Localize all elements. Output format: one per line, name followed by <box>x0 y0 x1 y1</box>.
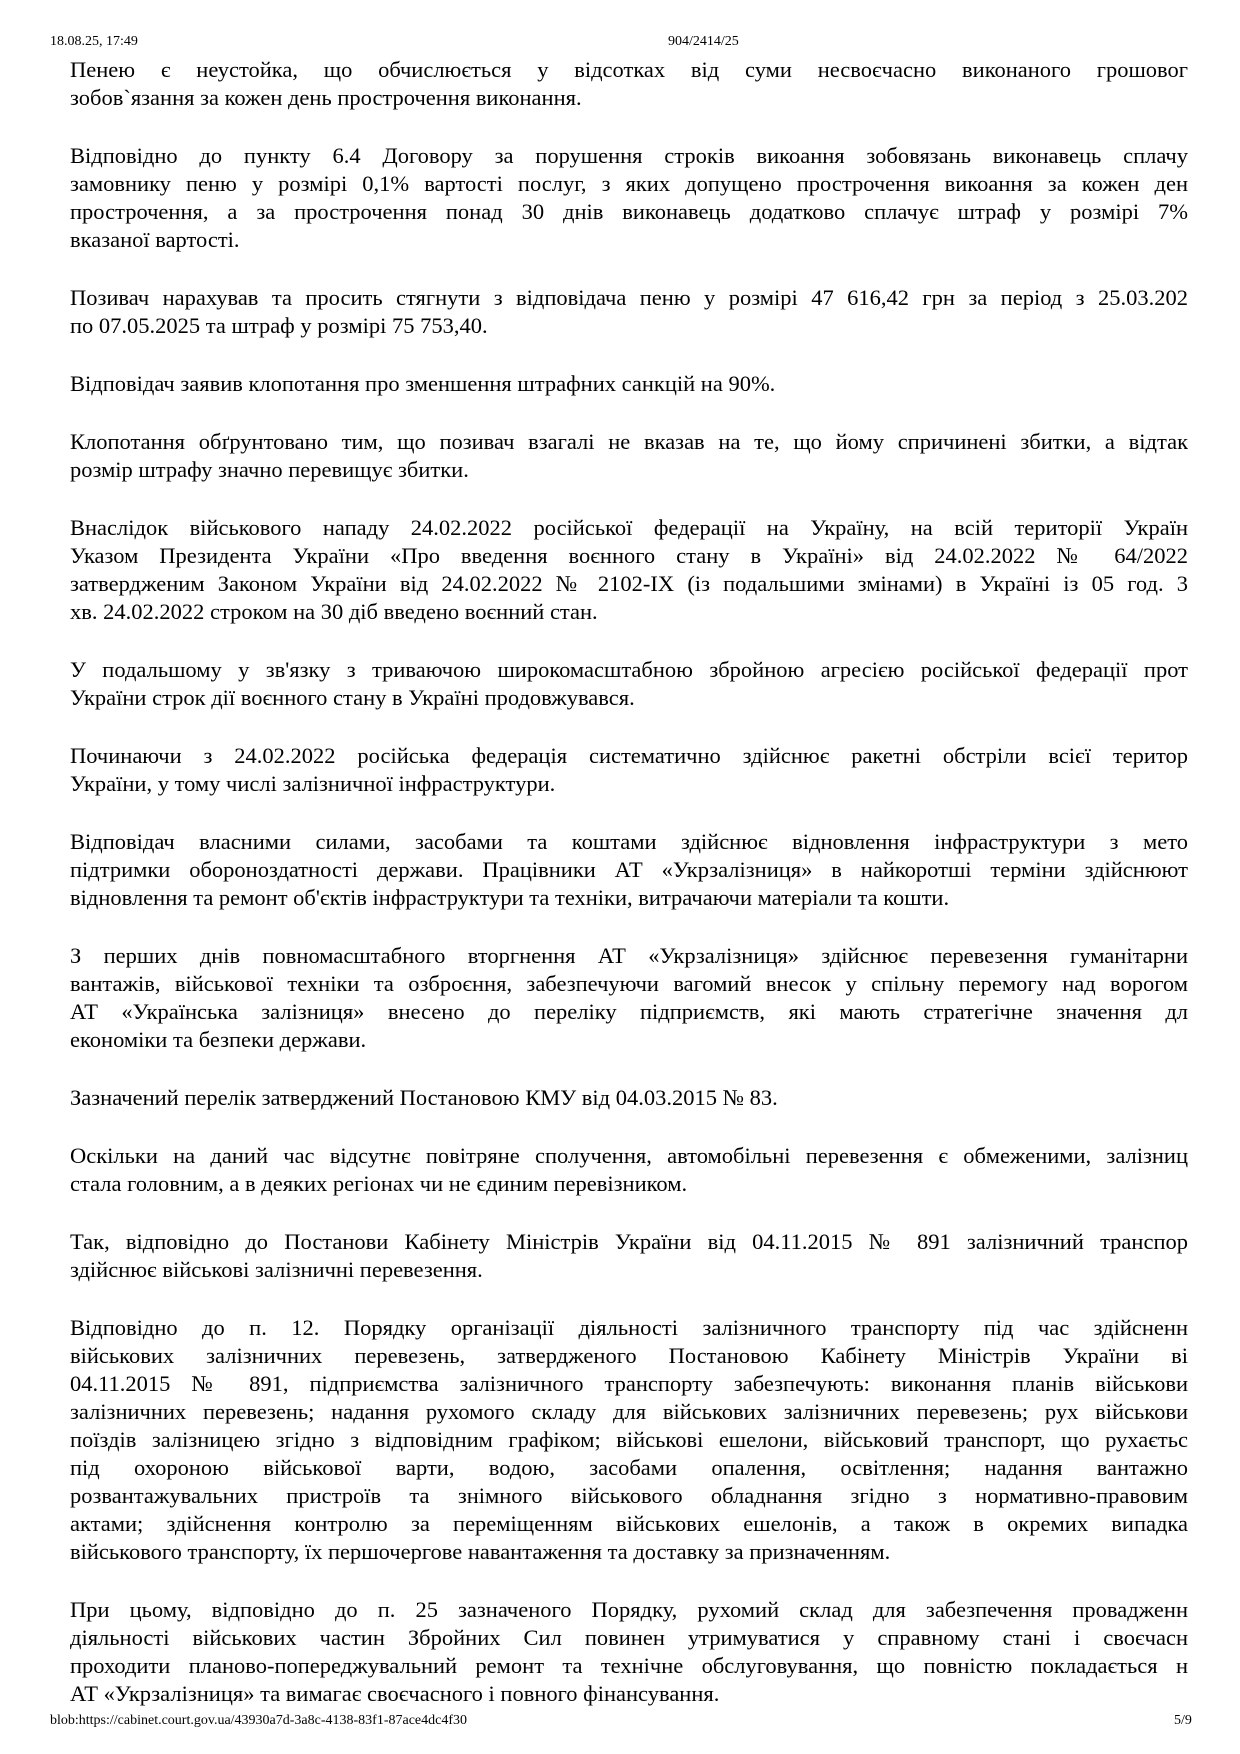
text-line: затвердженим Законом України від 24.02.2022 № 2102-IX (із подальшими змінами) в Україні із 05 год. 3 <box>70 571 1188 596</box>
text-line: проходити планово-попереджувальний ремонт та технічне обслуговування, що повністю покладається н <box>70 1653 1188 1678</box>
text-line: здійснює військові залізничні перевезення. <box>70 1257 483 1282</box>
text-line: економіки та безпеки держави. <box>70 1027 367 1052</box>
page-number: 5/9 <box>1174 1713 1192 1728</box>
text-line: актами; здійснення контролю за переміщенням військових ешелонів, а також в окремих випадка <box>70 1511 1188 1536</box>
text-line: Оскільки на даний час відсутнє повітряне сполучення, автомобільні перевезення є обмеженими, залізниц <box>70 1143 1188 1168</box>
text-line: Відповідно до п. 12. Порядку організації діяльності залізничного транспорту під час здійсненн <box>70 1315 1188 1340</box>
text-line: зобов`язання за кожен день прострочення виконання. <box>70 85 582 110</box>
text-line: Зазначений перелік затверджений Постановою КМУ від 04.03.2015 № 83. <box>70 1085 778 1110</box>
text-line: Внаслідок військового нападу 24.02.2022 російської федерації на Україну, на всій території Україн <box>70 515 1188 540</box>
paragraph <box>70 284 1188 340</box>
text-line: 04.11.2015 № 891, підприємства залізничного транспорту забезпечують: виконання планів військови <box>70 1371 1188 1396</box>
document-url: blob:https://cabinet.court.gov.ua/43930a7d-3a8c-4138-83f1-87ace4dc4f30 <box>50 1713 468 1728</box>
text-line: підтримки обороноздатності держави. Працівники АТ «Укрзалізниця» в найкоротші терміни здійснюют <box>70 857 1188 882</box>
paragraph <box>70 514 1188 626</box>
paragraph <box>70 428 1188 484</box>
paragraph <box>70 1142 1188 1198</box>
text-line: У подальшому у зв'язку з триваючою широкомасштабною збройною агресією російської федерації прот <box>70 657 1188 682</box>
text-line: Відповідач заявив клопотання про зменшення штрафних санкцій на 90%. <box>70 371 776 396</box>
paragraph <box>70 370 1188 398</box>
text-line: З перших днів повномасштабного вторгнення АТ «Укрзалізниця» здійснює перевезення гуманітарни <box>70 943 1188 968</box>
print-datetime: 18.08.25, 17:49 <box>50 34 138 49</box>
paragraph <box>70 656 1188 712</box>
text-line: При цьому, відповідно до п. 25 зазначеного Порядку, рухомий склад для забезпечення провадженн <box>70 1597 1188 1622</box>
text-line: військового транспорту, їх першочергове навантаження та доставку за призначенням. <box>70 1539 891 1564</box>
paragraph <box>70 56 1188 112</box>
case-number: 904/2414/25 <box>668 34 739 49</box>
text-line: хв. 24.02.2022 строком на 30 діб введено воєнний стан. <box>70 599 598 624</box>
paragraph <box>70 142 1188 254</box>
text-line: Відповідач власними силами, засобами та коштами здійснює відновлення інфраструктури з мето <box>70 829 1188 854</box>
text-line: АТ «Укрзалізниця» та вимагає своєчасного і повного фінансування. <box>70 1681 720 1706</box>
paragraph <box>70 828 1188 912</box>
paragraph <box>70 1228 1188 1284</box>
text-line: замовнику пеню у розмірі 0,1% вартості послуг, з яких допущено прострочення викоання за кожен ден <box>70 171 1188 196</box>
text-line: прострочення, а за прострочення понад 30 днів виконавець додатково сплачує штраф у розмірі 7% <box>70 199 1188 224</box>
document-body <box>70 56 1188 1738</box>
paragraph <box>70 1084 1188 1112</box>
text-line: Починаючи з 24.02.2022 російська федерація систематично здійснює ракетні обстріли всієї територ <box>70 743 1188 768</box>
text-line: залізничних перевезень; надання рухомого складу для військових залізничних перевезень; рух військови <box>70 1399 1188 1424</box>
text-line: вантажів, військової техніки та озброєння, забезпечуючи вагомий внесок у спільну перемогу над ворогом <box>70 971 1188 996</box>
text-line: відновлення та ремонт об'єктів інфраструктури та техніки, витрачаючи матеріали та кошти. <box>70 885 950 910</box>
paragraph <box>70 1314 1188 1566</box>
text-line: під охороною військової варти, водою, засобами опалення, освітлення; надання вантажно <box>70 1455 1188 1480</box>
text-line: діяльності військових частин Збройних Сил повинен утримуватися у справному стані і своєчасн <box>70 1625 1188 1650</box>
text-line: розмір штрафу значно перевищує збитки. <box>70 457 469 482</box>
text-line: Так, відповідно до Постанови Кабінету Міністрів України від 04.11.2015 № 891 залізничний транспор <box>70 1229 1188 1254</box>
paragraph <box>70 942 1188 1054</box>
text-line: України, у тому числі залізничної інфраструктури. <box>70 771 556 796</box>
text-line: Указом Президента України «Про введення воєнного стану в Україні» від 24.02.2022 № 64/2022 <box>70 543 1188 568</box>
paragraph <box>70 1596 1188 1708</box>
text-line: поїздів залізницею згідно з відповідним графіком; військові ешелони, військовий транспорт, що рухаєтьс <box>70 1427 1188 1452</box>
text-line: військових залізничних перевезень, затвердженого Постановою Кабінету Міністрів України ві <box>70 1343 1188 1368</box>
text-line: Клопотання обґрунтовано тим, що позивач взагалі не вказав на те, що йому спричинені збитки, а відтак <box>70 429 1188 454</box>
text-line: Позивач нарахував та просить стягнути з відповідача пеню у розмірі 47 616,42 грн за період з 25.03.202 <box>70 285 1188 310</box>
text-line: АТ «Українська залізниця» внесено до переліку підприємств, які мають стратегічне значення дл <box>70 999 1188 1024</box>
text-line: розвантажувальних пристроїв та знімного військового обладнання згідно з нормативно-правовим <box>70 1483 1188 1508</box>
text-line: вказаної вартості. <box>70 227 240 252</box>
paragraph <box>70 742 1188 798</box>
text-line: Відповідно до пункту 6.4 Договору за порушення строків викоання зобовязань виконавець сплачу <box>70 143 1188 168</box>
text-line: України строк дії воєнного стану в Україні продовжувався. <box>70 685 635 710</box>
text-line: Пенею є неустойка, що обчислюється у відсотках від суми несвоєчасно виконаного грошовог <box>70 57 1188 82</box>
text-line: по 07.05.2025 та штраф у розмірі 75 753,40. <box>70 313 488 338</box>
text-line: стала головним, а в деяких регіонах чи не єдиним перевізником. <box>70 1171 688 1196</box>
